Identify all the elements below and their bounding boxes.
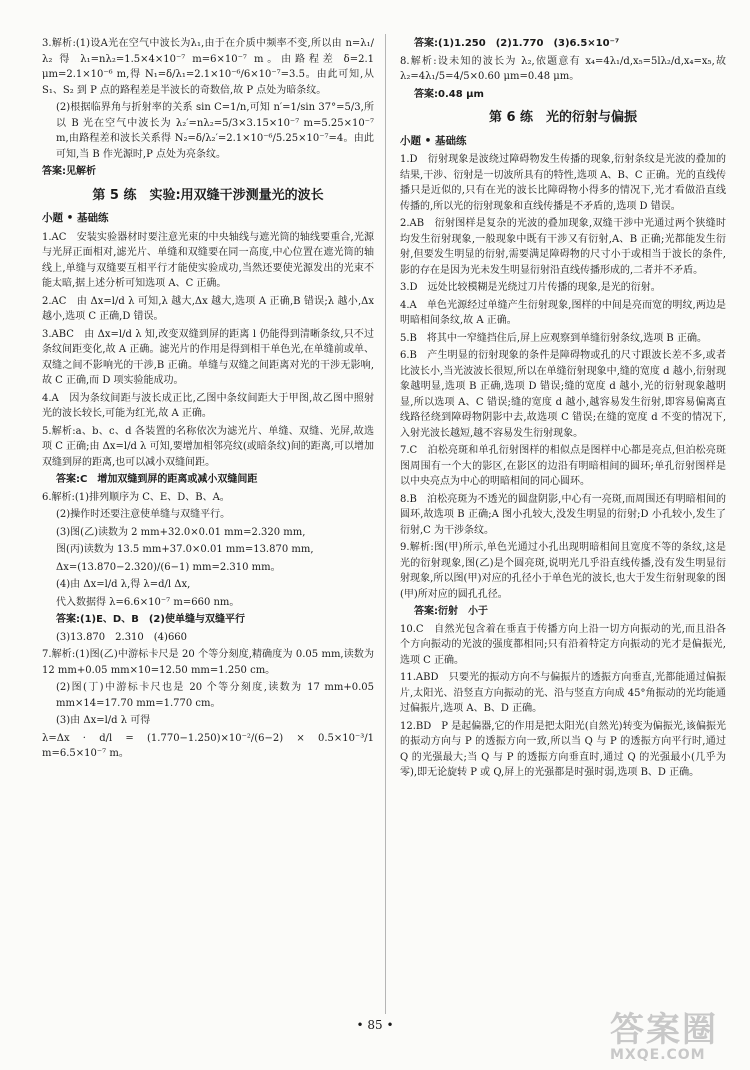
paragraph: (2)图(丁)中游标卡尺也是 20 个等分刻度,读数为 17 mm+0.05 mm×14=17.70 mm=1.770 cm。 <box>56 682 374 709</box>
paragraph: 6.B 产生明显的衍射现象的条件是障碍物或孔的尺寸跟波长差不多,或者比波长小,当光波波长很短,所以在单缝衍射现象中,缝的宽度 d 越小,衍射现象越明显,选项 B 正确,选项 D 错误;缝的宽度 d 越小,光的衍射现象越明显,所以选项 A、C 错误;缝的宽度 d 越小,越容易发生衍射,即容易偏离直线路径绕到障碍物阴影中去,故选项 C 错误;在缝的宽度 d 不变的情况下,入射光波长越短,越不容易发生衍射现象。 <box>400 350 726 439</box>
answer-line: 答案:0.48 μm <box>414 88 484 100</box>
paragraph: (4)由 Δx=l/d λ,得 λ=d/l Δx, <box>56 579 191 590</box>
watermark-url: MXQE.COM <box>610 1047 706 1063</box>
paragraph: 6.解析:(1)排列顺序为 C、E、D、B、A。 <box>42 491 230 503</box>
paragraph: 5.解析:a、b、c、d 各装置的名称依次为滤光片、单缝、双缝、光屏,故选项 C 正确;由 Δx=l/d λ 可知,要增加相邻亮纹(或暗条纹)间的距离,可以增加双缝到屏的距离,也可以减小双缝间距。 <box>42 425 374 468</box>
paragraph: (3)图(乙)读数为 2 mm+32.0×0.01 mm=2.320 mm, <box>56 526 306 538</box>
paragraph: 7.C 泊松亮斑和单孔衍射图样的相似点是图样中心都是亮点,但泊松亮斑图周围有一个大的影区,在影区的边沿有明暗相间的圆环;单孔衍射图样是以中央亮点为中心的明暗相间的同心圆环。 <box>400 445 726 487</box>
paragraph: 图(丙)读数为 13.5 mm+37.0×0.01 mm=13.870 mm, <box>56 544 314 555</box>
page-number: • 85 • <box>356 1018 394 1032</box>
paragraph: 5.B 将其中一窄缝挡住后,屏上应观察到单缝衍射条纹,选项 B 正确。 <box>400 332 707 344</box>
watermark-logo <box>610 1012 740 1068</box>
paragraph: 2.AC 由 Δx=l/d λ 可知,λ 越大,Δx 越大,选项 A 正确,B 错误;λ 越小,Δx 越小,选项 C 正确,D 错误。 <box>42 295 374 322</box>
paragraph: 3.解析:(1)设A光在空气中波长为λ₁,由于在介质中频率不变,所以由 n=λ₁/λ₂ 得 λ₁=nλ₂=1.5×4×10⁻⁷ m=6×10⁻⁷ m。由路程差 δ=2.1 μm=2.1×10⁻⁶ m,得 N₁=δ/λ₁=2.1×10⁻⁶/6×10⁻⁷=3.5。由此可知,从 S₁、S₂ 到 P 点的路程差是半波长的奇数倍,故 P 点处为暗条纹。 <box>42 38 374 96</box>
paragraph: (3)13.870 2.310 (4)660 <box>56 631 188 643</box>
right-column <box>400 36 726 783</box>
paragraph: 3.D 远处比较模糊是光绕过刀片传播的现象,是光的衍射。 <box>400 282 661 293</box>
subsection-heading: 小题 • 基础练 <box>400 134 467 147</box>
paragraph: Δx=(13.870−2.320)/(6−1) mm=2.310 mm。 <box>56 561 281 573</box>
paragraph: 2.AB 衍射图样是复杂的光波的叠加现象,双缝干涉中光通过两个狭缝时均发生衍射现象,一般现象中既有干涉又有衍射,A、B 正确;光都能发生衍射,但要发生明显的衍射,需要满足障碍物的尺寸小于或相当于波长的条件,影的存在是因为光未发生明显衍射沿直线传播形成的,二者并不矛盾。 <box>400 218 726 276</box>
answer-line: 答案:C 增加双缝到屏的距离或减小双缝间距 <box>56 474 258 485</box>
section-heading: 第 6 练 光的衍射与偏振 <box>488 110 638 125</box>
answer-line: 答案:(1)E、D、B (2)使单缝与双缝平行 <box>56 614 245 625</box>
paragraph: 11.ABD 只要光的振动方向不与偏振片的透振方向垂直,光都能通过偏振片,太阳光、沿竖直方向振动的光、沿与竖直方向成 45°角振动的光均能通过偏振片,选项 A、B、D 正确。 <box>400 672 726 714</box>
paragraph: 4.A 因为条纹间距与波长成正比,乙图中条纹间距大于甲图,故乙图中照射光的波长较长,可能为红光,故 A 正确。 <box>42 392 374 419</box>
paragraph: 代入数据得 λ=6.6×10⁻⁷ m=660 nm。 <box>56 596 240 608</box>
paragraph: 8.解析:设未知的波长为 λ₂,依题意有 x₄=4λ₁/d,x₅=5lλ₂/d,x₄=x₅,故 λ₂=4λ₁/5=4/5×0.60 μm=0.48 μm。 <box>400 55 726 82</box>
column-divider <box>385 34 386 1014</box>
paragraph: 1.AC 安装实验器材时要注意光束的中央轴线与遮光筒的轴线要重合,光源与光屏正面相对,滤光片、单缝和双缝要在同一高度,中心位置在遮光筒的轴线上,单缝与双缝要互相平行才能使实验成功,当然还要使光源发出的光束不能太暗,据上述分析可知选项 A、C 正确。 <box>42 231 374 289</box>
paragraph: 9.解析:图(甲)所示,单色光通过小孔出现明暗相间且宽度不等的条纹,这是光的衍射现象,图(乙)是个圆亮斑,说明光几乎沿直线传播,没有发生明显衍射现象,所以图(甲)对应的孔径小于单色光的波长,也大于发生衍射现象的图(甲)所对应的圆孔孔径。 <box>400 542 726 600</box>
paragraph: 7.解析:(1)图(乙)中游标卡尺是 20 个等分刻度,精确度为 0.05 mm,读数为 12 mm+0.05 mm×10=12.50 mm=1.250 cm。 <box>42 649 374 676</box>
paragraph: 1.D 衍射现象是波绕过障碍物发生传播的现象,衍射条纹是光波的叠加的结果,干涉、衍射是一切波所具有的特性,选项 A、B、C 正确。光的直线传播只是近似的,只有在光的波长比障碍物小得多的情况下,光才看做沿直线传播的,所以光的衍射现象和直线传播是不矛盾的,选项 D 错误。 <box>400 154 726 212</box>
paragraph: 12.BD P 是起偏器,它的作用是把太阳光(自然光)转变为偏振光,该偏振光的振动方向与 P 的透振方向一致,所以当 Q 与 P 的透振方向平行时,通过 Q 的光强最大;当 Q 与 P 的透振方向垂直时,通过 Q 的光强最小(几乎为零),即无论旋转 P 或 Q,屏上的光强都是时强时弱,选项 B、D 正确。 <box>400 720 726 778</box>
paragraph: λ=Δx · d/l = (1.770−1.250)×10⁻²/(6−2) × 0.5×10⁻³/1 m=6.5×10⁻⁷ m。 <box>42 732 374 759</box>
paragraph: 8.B 泊松亮斑为不透光的圆盘阴影,中心有一亮斑,而周围还有明暗相间的圆环,故选项 B 正确;A 图小孔较大,没发生明显的衍射;D 小孔较小,发生了衍射,C 为干涉条纹。 <box>400 493 726 536</box>
answer-line: 答案:衍射 小于 <box>414 606 488 617</box>
paragraph: 3.ABC 由 Δx=l/d λ 知,改变双缝到屏的距离 l 仍能得到清晰条纹,只不过条纹间距变化,故 A 正确。滤光片的作用是得到相干单色光,在单缝前或单、双缝之间不影响光的干涉,B 正确。单缝与双缝之间距离对光的干涉无影响,故 C 正确,而 D 项实验能成功。 <box>42 328 374 386</box>
left-column <box>42 36 374 764</box>
paragraph: 10.C 自然光包含着在垂直于传播方向上沿一切方向振动的光,而且沿各个方向振动的光波的强度都相同;只有沿着特定方向振动的光才是偏振光,选项 C 正确。 <box>400 623 726 666</box>
paragraph: 4.A 单色光源经过单缝产生衍射现象,图样的中间是亮而宽的明纹,两边是明暗相间条纹,故 A 正确。 <box>400 299 726 326</box>
section-heading: 第 5 练 实验:用双缝干涉测量光的波长 <box>92 187 324 203</box>
paragraph: (2)操作时还要注意使单缝与双缝平行。 <box>56 509 231 520</box>
answer-line: 答案:见解析 <box>42 166 96 177</box>
paragraph: (2)根据临界角与折射率的关系 sin C=1/n,可知 n′=1/sin 37°=5/3,所以 B 光在空气中波长为 λ₂′=nλ₂=5/3×3.15×10⁻⁷ m=5.25×10⁻⁷ m,由路程差和波长关系得 N₂=δ/λ₂′=2.1×10⁻⁶/5.25×10⁻⁷=4。由此可知,当 B 作光源时,P 点处为亮条纹。 <box>56 102 374 160</box>
subsection-heading: 小题 • 基础练 <box>42 212 109 224</box>
paragraph: (3)由 Δx=l/d λ 可得 <box>56 715 151 726</box>
answer-line: 答案:(1)1.250 (2)1.770 (3)6.5×10⁻⁷ <box>414 38 620 49</box>
watermark-text: 答案圈 <box>610 1010 718 1050</box>
